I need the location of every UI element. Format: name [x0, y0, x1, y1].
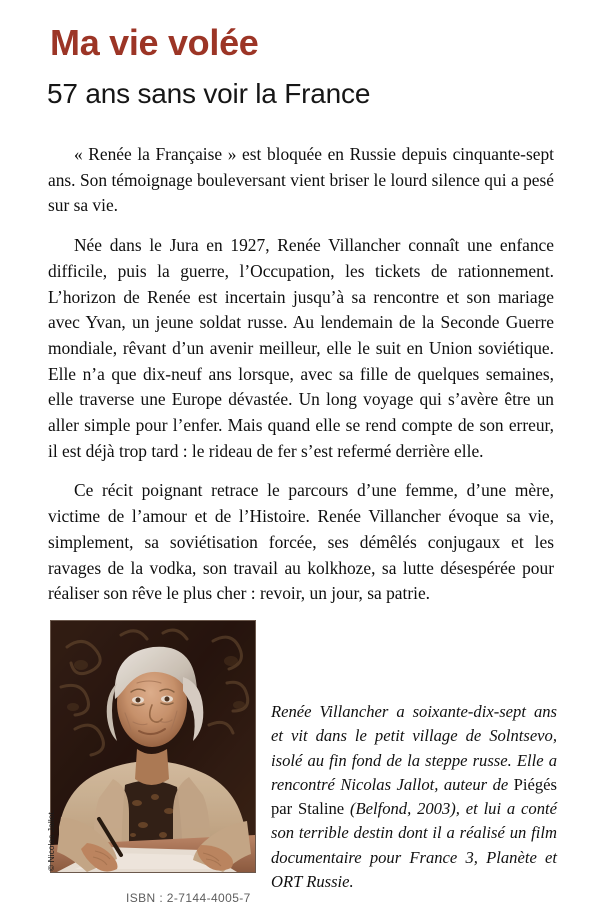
page-title: Ma vie volée — [50, 22, 259, 63]
blurb-paragraph: Ce récit poignant retrace le parcours d’une femme, d’une mère, victime de l’amour et de l’Histoire. Renée Villancher évoque sa vie, simplement, sa soviétisation forcée, ses démêlés conjugaux et les ravages de la vodka, son travail au kolkhoze, sa lutte désespérée pour réaliser son rêve le plus cher : revoir, un jour, sa patrie. — [48, 480, 554, 604]
page-subtitle: 57 ans sans voir la France — [47, 78, 371, 109]
blurb-paragraph: Née dans le Jura en 1927, Renée Villancher connaît une enfance difficile, puis la guerre, l’Occupation, les tickets de rationnement. L’horizon de Renée est incertain jusqu’à sa rencontre et son mariage avec Yvan, un jeune soldat russe. Au lendemain de la Seconde Guerre mondiale, rêvant d’un avenir meilleur, elle le suit en Union soviétique. Elle n’a que dix-neuf ans lorsque, avec sa fille de quelques semaines, elle traverse une Europe dévastée. Un long voyage qui s’avère être un aller simple pour l’enfer. Mais quand elle se rend compte de son erreur, il est déjà trop tard : le rideau de fer s’est refermé derrière elle. — [48, 235, 554, 461]
caption-text-part-2: (Belfond, 2003), et lui a conté son terrible destin dont il a réalisé un film documentaire pour France 3, Planète et ORT Russie. — [271, 799, 557, 892]
blurb-text-column — [48, 142, 554, 607]
author-photo-block — [51, 621, 255, 872]
caption-book-title: Piégés par Staline — [271, 774, 557, 819]
isbn-text: ISBN : 2-7144-4005-7 — [126, 891, 251, 905]
portrait-photo — [51, 621, 255, 872]
caption-text-part-1: Renée Villancher a soixante-dix-sept ans et vit dans le petit village de Solntsevo, isolé au fin fond de la steppe russe. Elle a rencontré Nicolas Jallot, auteur de — [271, 702, 557, 794]
blurb-paragraph: « Renée la Française » est bloquée en Russie depuis cinquante-sept ans. Son témoignage bouleversant vient briser le lourd silence qui a pesé sur sa vie. — [48, 144, 554, 216]
photo-credit: © Nicolas Jallot. — [46, 809, 56, 871]
photo-caption — [271, 700, 557, 894]
